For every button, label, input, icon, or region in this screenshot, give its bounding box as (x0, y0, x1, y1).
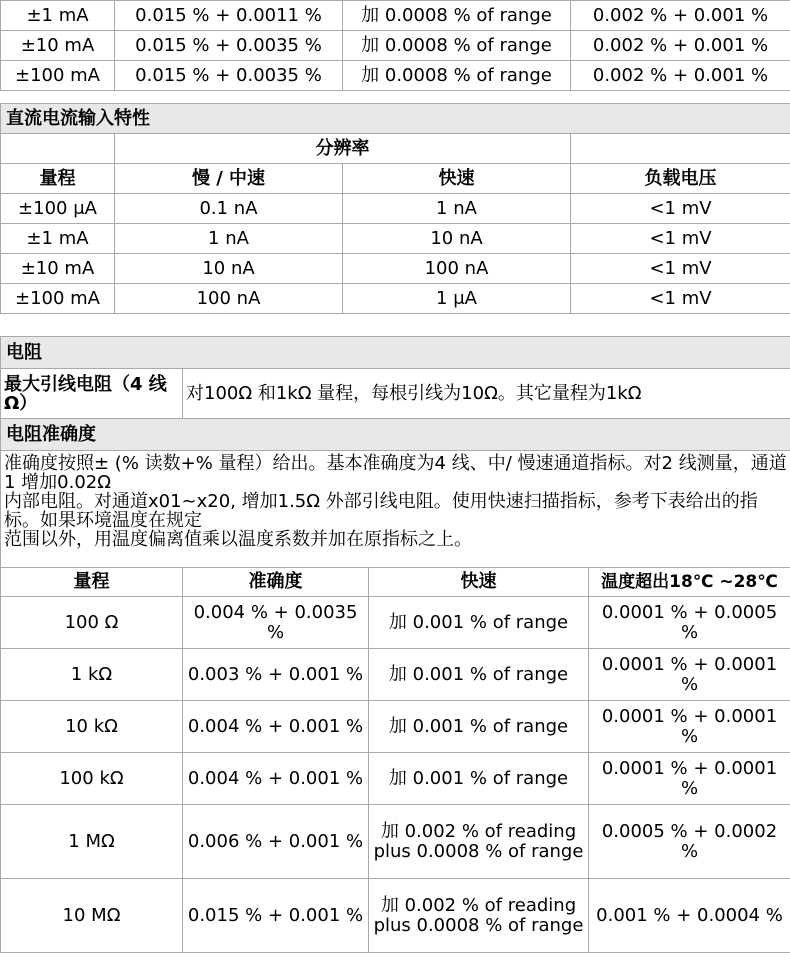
cell: 0.004 % + 0.001 % (183, 701, 369, 753)
cell: ±100 mA (1, 284, 115, 314)
cell: 1 kΩ (1, 649, 183, 701)
cell: <1 mV (571, 254, 790, 284)
column-header: 温度超出18℃ ~28℃ (589, 568, 790, 597)
table-row (1, 254, 790, 284)
cell: 0.001 % + 0.0004 % (589, 879, 790, 953)
current-accuracy-table (0, 0, 790, 91)
cell: 0.0001 % + 0.0005 % (589, 597, 790, 649)
header-row (1, 164, 790, 194)
cell: 加 0.0008 % of range (343, 61, 571, 91)
cell: ±100 mA (1, 61, 115, 91)
cell: 0.0005 % + 0.0002 % (589, 805, 790, 879)
cell: 加 0.001 % of range (369, 701, 589, 753)
cell: 0.0001 % + 0.0001 % (589, 753, 790, 805)
cell: ±100 μA (1, 194, 115, 224)
resistance-table (0, 336, 790, 953)
cell: 0.006 % + 0.001 % (183, 805, 369, 879)
cell: ±1 mA (1, 224, 115, 254)
cell: <1 mV (571, 284, 790, 314)
table-row (1, 194, 790, 224)
column-header: 慢 / 中速 (115, 164, 343, 194)
column-header: 准确度 (183, 568, 369, 597)
note-line: 范围以外，用温度偏离值乘以温度系数并加在原指标之上。 (4, 529, 472, 550)
cell: 加 0.002 % of reading plus 0.0008 % of range (369, 805, 589, 879)
cell: 10 nA (343, 224, 571, 254)
empty-cell (571, 134, 790, 164)
cell: ±1 mA (1, 1, 115, 31)
cell: 0.004 % + 0.0035 % (183, 597, 369, 649)
table-row (1, 1, 790, 31)
dc-input-table (0, 103, 790, 314)
empty-cell (1, 134, 115, 164)
header-row (1, 568, 790, 597)
cell: 0.015 % + 0.0035 % (115, 61, 343, 91)
cell: 加 0.0008 % of range (343, 1, 571, 31)
section-title: 直流电流输入特性 (1, 104, 790, 134)
cell: 100 kΩ (1, 753, 183, 805)
table-row (1, 284, 790, 314)
cell: 加 0.001 % of range (369, 649, 589, 701)
cell: 0.003 % + 0.001 % (183, 649, 369, 701)
group-header: 分辨率 (115, 134, 571, 164)
table-row (1, 597, 790, 649)
cell: 0.002 % + 0.001 % (571, 61, 790, 91)
cell: 10 nA (115, 254, 343, 284)
cell: 100 nA (115, 284, 343, 314)
column-header: 快速 (343, 164, 571, 194)
cell: <1 mV (571, 194, 790, 224)
cell: 10 MΩ (1, 879, 183, 953)
cell: 1 nA (115, 224, 343, 254)
cell: 1 nA (343, 194, 571, 224)
lead-resistance-value: 对100Ω 和1kΩ 量程，每根引线为10Ω。其它量程为1kΩ (183, 369, 790, 419)
cell: 0.004 % + 0.001 % (183, 753, 369, 805)
cell: 1 MΩ (1, 805, 183, 879)
table-row (1, 224, 790, 254)
cell: 1 μA (343, 284, 571, 314)
cell: 加 0.001 % of range (369, 753, 589, 805)
cell: 10 kΩ (1, 701, 183, 753)
table-row (1, 805, 790, 879)
lead-resistance-label: 最大引线电阻（4 线Ω） (1, 369, 183, 419)
table-row (1, 701, 790, 753)
cell: 加 0.002 % of reading plus 0.0008 % of range (369, 879, 589, 953)
table-row (1, 31, 790, 61)
note-line: 准确度按照± (% 读数+% 量程）给出。基本准确度为4 线、中/ 慢速通道指标。对2 线测量，通道1 增加0.02Ω (4, 453, 787, 493)
note-line: 内部电阻。对通道x01~x20, 增加1.5Ω 外部引线电阻。使用快速扫描指标，参考下表给出的指标。如果环境温度在规定 (4, 491, 758, 531)
cell: 0.015 % + 0.0035 % (115, 31, 343, 61)
column-header: 负载电压 (571, 164, 790, 194)
cell: 100 Ω (1, 597, 183, 649)
cell: 加 0.001 % of range (369, 597, 589, 649)
cell: ±10 mA (1, 254, 115, 284)
table-row (1, 61, 790, 91)
column-header: 量程 (1, 568, 183, 597)
accuracy-note (1, 451, 790, 568)
table-row (1, 753, 790, 805)
cell: ±10 mA (1, 31, 115, 61)
column-header: 快速 (369, 568, 589, 597)
cell: 100 nA (343, 254, 571, 284)
cell: 0.0001 % + 0.0001 % (589, 701, 790, 753)
column-header: 量程 (1, 164, 115, 194)
section-title: 电阻 (1, 337, 790, 369)
cell: 0.015 % + 0.001 % (183, 879, 369, 953)
table-row (1, 879, 790, 953)
cell: 0.002 % + 0.001 % (571, 1, 790, 31)
cell: 0.1 nA (115, 194, 343, 224)
cell: 0.015 % + 0.0011 % (115, 1, 343, 31)
section-title: 电阻准确度 (1, 419, 790, 451)
table-row (1, 649, 790, 701)
cell: <1 mV (571, 224, 790, 254)
cell: 加 0.0008 % of range (343, 31, 571, 61)
cell: 0.002 % + 0.001 % (571, 31, 790, 61)
cell: 0.0001 % + 0.0001 % (589, 649, 790, 701)
